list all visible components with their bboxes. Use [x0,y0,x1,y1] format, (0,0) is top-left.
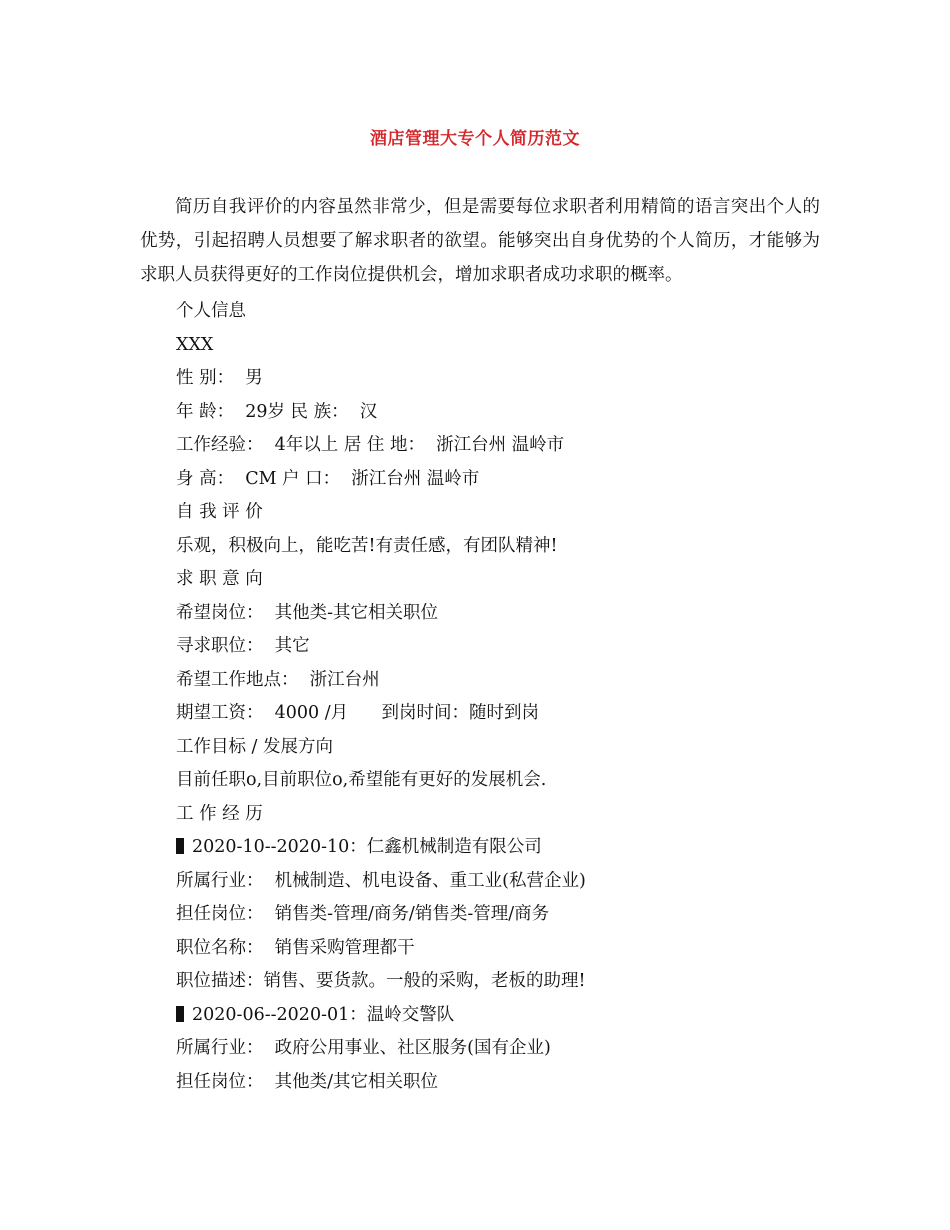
job-entry-1-header [176,831,826,865]
section-heading-job-intention: 求 职 意 向 [176,569,263,589]
job-1-title-line: 职位名称： 销售采购管理都干 [176,937,415,958]
job-1-industry-line: 所属行业： 机械制造、机电设备、重工业(私营企业) [176,870,586,891]
age-ethnicity-line: 年 龄： 29岁 民 族： 汉 [176,401,378,422]
section-heading-career-goal: 工作目标 / 发展方向 [176,736,334,757]
document-title: 酒店管理大专个人简历范文 [370,129,580,149]
career-goal-text: 目前任职o,目前职位o,希望能有更好的发展机会. [176,770,547,790]
name-line: XXX [176,334,214,355]
section-heading-personal-info: 个人信息 [176,301,246,321]
job-entry-1-text: 2020-10--2020-10：仁鑫机械制造有限公司 [192,837,542,857]
height-hukou-line: 身 高： CM 户 口： 浙江台州 温岭市 [176,468,480,489]
job-2-industry-line: 所属行业： 政府公用事业、社区服务(国有企业) [176,1038,551,1058]
job-entry-2-header [176,999,826,1033]
intro-paragraph: 简历自我评价的内容虽然非常少，但是需要每位求职者利用精简的语言突出个人的优势，引起招聘人员想要了解求职者的欲望。能够突出自身优势的个人简历，才能够为求职人员获得更好的工作岗位提供机会，增加求职者成功求职的概率。 [140,197,820,285]
bullet-block-icon [176,838,184,854]
sought-position-line: 寻求职位： 其它 [176,636,310,656]
self-evaluation-text: 乐观，积极向上，能吃苦!有责任感，有团队精神! [176,535,558,556]
desired-position-line: 希望岗位： 其他类-其它相关职位 [176,602,439,623]
job-1-role-line: 担任岗位： 销售类-管理/商务/销售类-管理/商务 [176,904,550,924]
section-heading-work-experience: 工 作 经 历 [176,803,263,824]
section-heading-self-evaluation: 自 我 评 价 [176,502,263,522]
job-entry-2-text: 2020-06--2020-01：温岭交警队 [192,1004,455,1025]
desired-location-line: 希望工作地点： 浙江台州 [176,669,380,690]
gender-line: 性 别： 男 [176,368,263,388]
job-2-role-line: 担任岗位： 其他类/其它相关职位 [176,1071,439,1092]
job-1-description-line: 职位描述：销售、要货款。一般的采购，老板的助理! [176,971,586,991]
bullet-block-icon [176,1006,184,1022]
salary-availability-line: 期望工资： 4000 /月 到岗时间：随时到岗 [176,703,539,723]
resume-body [176,295,826,1099]
experience-residence-line: 工作经验： 4年以上 居 住 地： 浙江台州 温岭市 [176,435,565,455]
